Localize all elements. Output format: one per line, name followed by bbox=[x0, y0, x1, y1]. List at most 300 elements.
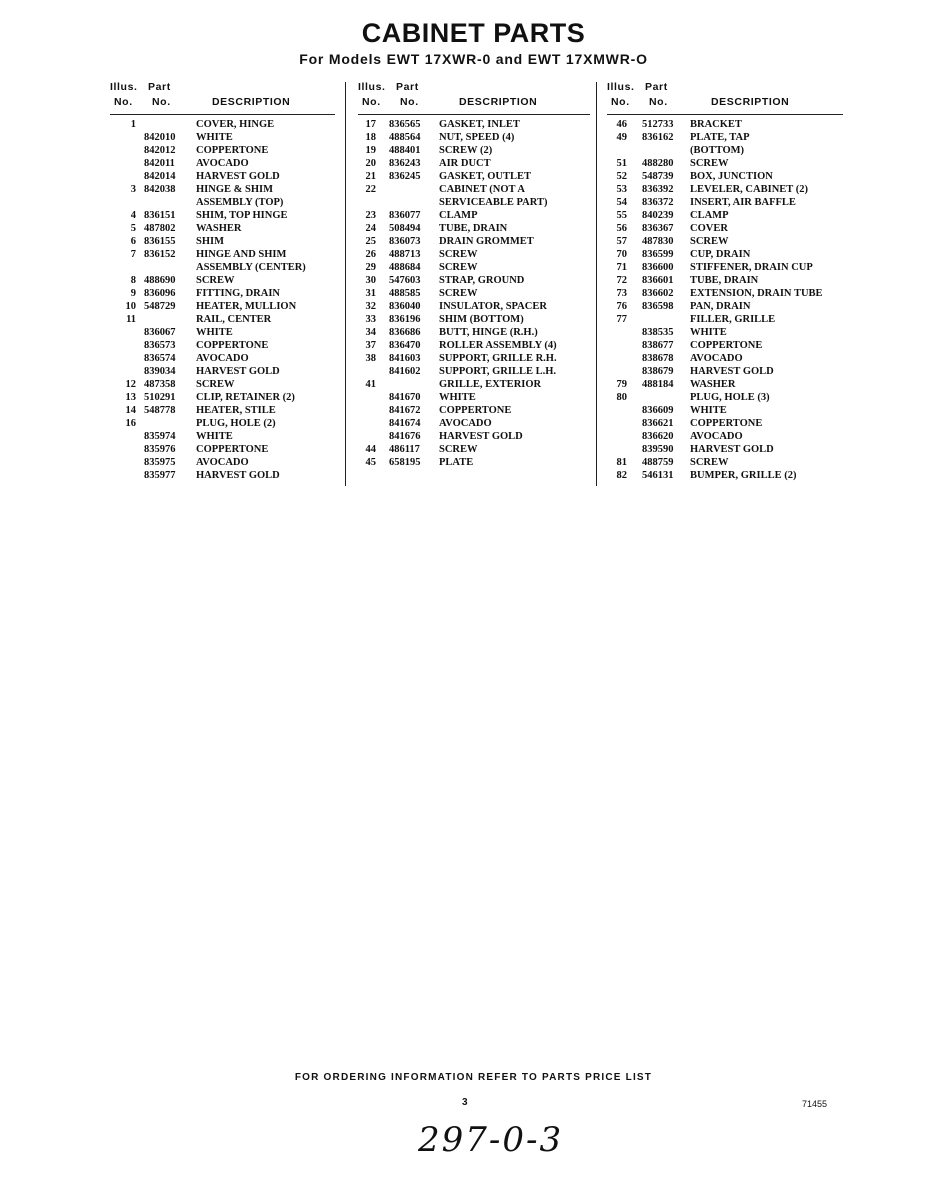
part-number: 836040 bbox=[389, 301, 421, 312]
part-description: PLUG, HOLE (2) bbox=[196, 418, 276, 429]
table-row bbox=[358, 378, 590, 391]
part-number: 838678 bbox=[642, 353, 674, 364]
table-row bbox=[110, 274, 335, 287]
document-code: 71455 bbox=[802, 1099, 828, 1109]
part-description: SCREW bbox=[690, 236, 729, 247]
description-header: DESCRIPTION bbox=[212, 96, 291, 108]
part-description: SUPPORT, GRILLE R.H. bbox=[439, 353, 557, 364]
part-header: Part bbox=[148, 81, 171, 93]
table-row bbox=[110, 235, 335, 248]
part-number: 836096 bbox=[144, 288, 176, 299]
part-number: 838679 bbox=[642, 366, 674, 377]
table-row bbox=[607, 261, 843, 274]
illus-number: 1 bbox=[130, 119, 136, 130]
part-description: SCREW bbox=[439, 249, 478, 260]
part-number: 548778 bbox=[144, 405, 176, 416]
table-row bbox=[607, 222, 843, 235]
part-description: FILLER, GRILLE bbox=[690, 314, 776, 325]
table-row bbox=[110, 131, 335, 144]
part-description: INSERT, AIR BAFFLE bbox=[690, 197, 796, 208]
part-description: CUP, DRAIN bbox=[690, 249, 751, 260]
part-number: 488585 bbox=[389, 288, 421, 299]
part-number: 836565 bbox=[389, 119, 421, 130]
table-row bbox=[358, 235, 590, 248]
table-row bbox=[607, 365, 843, 378]
part-description: SCREW bbox=[439, 288, 478, 299]
illus-number: 53 bbox=[616, 184, 627, 195]
part-description: AVOCADO bbox=[196, 353, 249, 364]
part-description: BUMPER, GRILLE (2) bbox=[690, 470, 797, 481]
part-number: 836245 bbox=[389, 171, 421, 182]
parts-column-3 bbox=[607, 80, 843, 482]
parts-column-2 bbox=[358, 80, 590, 469]
table-row bbox=[110, 261, 335, 274]
part-number: 836152 bbox=[144, 249, 176, 260]
part-number: 836162 bbox=[642, 132, 674, 143]
table-row bbox=[607, 391, 843, 404]
illus-no-header: No. bbox=[611, 96, 630, 108]
column-divider bbox=[596, 82, 597, 486]
illus-number: 22 bbox=[365, 184, 376, 195]
illus-header: Illus. bbox=[607, 81, 635, 93]
part-number: 548739 bbox=[642, 171, 674, 182]
table-row bbox=[607, 131, 843, 144]
part-number: 836686 bbox=[389, 327, 421, 338]
part-description: EXTENSION, DRAIN TUBE bbox=[690, 288, 823, 299]
part-number: 836077 bbox=[389, 210, 421, 221]
table-row bbox=[110, 365, 335, 378]
part-description: SCREW bbox=[196, 275, 235, 286]
table-row bbox=[110, 430, 335, 443]
table-row bbox=[607, 196, 843, 209]
illus-number: 7 bbox=[130, 249, 136, 260]
part-description: SUPPORT, GRILLE L.H. bbox=[439, 366, 556, 377]
illus-number: 56 bbox=[616, 223, 627, 234]
part-no-header: No. bbox=[400, 96, 419, 108]
table-row bbox=[607, 469, 843, 482]
part-description: HARVEST GOLD bbox=[196, 366, 280, 377]
illus-number: 38 bbox=[365, 353, 376, 364]
illus-number: 82 bbox=[616, 470, 627, 481]
table-row bbox=[358, 209, 590, 222]
part-description: BUTT, HINGE (R.H.) bbox=[439, 327, 538, 338]
part-number: 488184 bbox=[642, 379, 674, 390]
parts-column-1 bbox=[110, 80, 335, 482]
part-number: 836609 bbox=[642, 405, 674, 416]
illus-number: 20 bbox=[365, 158, 376, 169]
part-description: CABINET (NOT A bbox=[439, 184, 525, 195]
part-description: PLUG, HOLE (3) bbox=[690, 392, 770, 403]
part-number: 548729 bbox=[144, 301, 176, 312]
table-row bbox=[607, 209, 843, 222]
part-number: 487358 bbox=[144, 379, 176, 390]
part-number: 836073 bbox=[389, 236, 421, 247]
part-number: 836151 bbox=[144, 210, 176, 221]
part-description: TUBE, DRAIN bbox=[439, 223, 508, 234]
table-row bbox=[607, 443, 843, 456]
part-number: 841670 bbox=[389, 392, 421, 403]
part-description: DRAIN GROMMET bbox=[439, 236, 534, 247]
description-header: DESCRIPTION bbox=[459, 96, 538, 108]
part-description: HARVEST GOLD bbox=[196, 470, 280, 481]
part-no-header: No. bbox=[649, 96, 668, 108]
part-description: CLAMP bbox=[690, 210, 729, 221]
table-row bbox=[607, 235, 843, 248]
part-description: SCREW bbox=[439, 262, 478, 273]
illus-number: 46 bbox=[616, 119, 627, 130]
part-description: SHIM (BOTTOM) bbox=[439, 314, 524, 325]
part-number: 836621 bbox=[642, 418, 674, 429]
part-number: 836372 bbox=[642, 197, 674, 208]
table-row bbox=[358, 417, 590, 430]
table-row bbox=[358, 404, 590, 417]
part-number: 842038 bbox=[144, 184, 176, 195]
part-number: 842010 bbox=[144, 132, 176, 143]
part-description: COPPERTONE bbox=[439, 405, 512, 416]
part-description: COVER, HINGE bbox=[196, 119, 275, 130]
part-description: SCREW bbox=[690, 158, 729, 169]
part-number: 510291 bbox=[144, 392, 176, 403]
table-row bbox=[358, 326, 590, 339]
table-row bbox=[110, 196, 335, 209]
table-row bbox=[110, 417, 335, 430]
illus-number: 16 bbox=[125, 418, 136, 429]
table-row bbox=[110, 456, 335, 469]
table-row bbox=[110, 118, 335, 131]
illus-number: 8 bbox=[130, 275, 136, 286]
part-description: WHITE bbox=[196, 431, 233, 442]
part-description: AVOCADO bbox=[439, 418, 492, 429]
ordering-info-footer: FOR ORDERING INFORMATION REFER TO PARTS PRICE LIST bbox=[294, 1072, 653, 1083]
part-number: 836598 bbox=[642, 301, 674, 312]
part-description: AVOCADO bbox=[196, 158, 249, 169]
part-number: 488684 bbox=[389, 262, 421, 273]
part-number: 839034 bbox=[144, 366, 176, 377]
part-description: COVER bbox=[690, 223, 728, 234]
table-row bbox=[110, 170, 335, 183]
part-number: 488759 bbox=[642, 457, 674, 468]
part-description: COPPERTONE bbox=[196, 340, 269, 351]
part-number: 836367 bbox=[642, 223, 674, 234]
part-description: STIFFENER, DRAIN CUP bbox=[690, 262, 813, 273]
table-row bbox=[110, 144, 335, 157]
handwritten-note: 297-0-3 bbox=[418, 1120, 564, 1160]
part-description: WASHER bbox=[196, 223, 242, 234]
illus-number: 49 bbox=[616, 132, 627, 143]
table-row bbox=[110, 248, 335, 261]
part-number: 836067 bbox=[144, 327, 176, 338]
part-number: 839590 bbox=[642, 444, 674, 455]
table-row bbox=[110, 313, 335, 326]
part-number: 842012 bbox=[144, 145, 176, 156]
part-description: WHITE bbox=[196, 327, 233, 338]
part-description: PLATE bbox=[439, 457, 474, 468]
table-row bbox=[607, 144, 843, 157]
illus-number: 3 bbox=[130, 184, 136, 195]
illus-number: 70 bbox=[616, 249, 627, 260]
table-row bbox=[110, 352, 335, 365]
part-number: 835977 bbox=[144, 470, 176, 481]
table-row bbox=[607, 300, 843, 313]
part-description: AVOCADO bbox=[690, 353, 743, 364]
part-description: CLIP, RETAINER (2) bbox=[196, 392, 295, 403]
illus-number: 51 bbox=[616, 158, 627, 169]
table-row bbox=[110, 287, 335, 300]
part-description: WHITE bbox=[196, 132, 233, 143]
part-number: 836155 bbox=[144, 236, 176, 247]
part-description: SCREW (2) bbox=[439, 145, 493, 156]
column-header bbox=[358, 80, 590, 115]
part-number: 486117 bbox=[389, 444, 420, 455]
table-row bbox=[358, 313, 590, 326]
part-number: 838535 bbox=[642, 327, 674, 338]
illus-number: 10 bbox=[125, 301, 136, 312]
table-row bbox=[358, 157, 590, 170]
part-description: SHIM bbox=[196, 236, 225, 247]
table-row bbox=[110, 339, 335, 352]
part-number: 835975 bbox=[144, 457, 176, 468]
part-description: SCREW bbox=[439, 444, 478, 455]
part-description: AVOCADO bbox=[690, 431, 743, 442]
illus-number: 23 bbox=[365, 210, 376, 221]
table-row bbox=[358, 144, 590, 157]
table-row bbox=[110, 183, 335, 196]
part-header: Part bbox=[645, 81, 668, 93]
table-row bbox=[358, 391, 590, 404]
part-description: TUBE, DRAIN bbox=[690, 275, 759, 286]
part-description: ASSEMBLY (CENTER) bbox=[196, 262, 306, 273]
table-row bbox=[358, 300, 590, 313]
illus-no-header: No. bbox=[114, 96, 133, 108]
illus-number: 26 bbox=[365, 249, 376, 260]
illus-number: 80 bbox=[616, 392, 627, 403]
illus-number: 21 bbox=[365, 171, 376, 182]
illus-number: 4 bbox=[130, 210, 136, 221]
illus-number: 54 bbox=[616, 197, 627, 208]
table-row bbox=[358, 248, 590, 261]
part-description: HARVEST GOLD bbox=[690, 366, 774, 377]
table-row bbox=[358, 274, 590, 287]
illus-number: 81 bbox=[616, 457, 627, 468]
table-row bbox=[607, 430, 843, 443]
table-row bbox=[358, 456, 590, 469]
part-number: 488713 bbox=[389, 249, 421, 260]
table-row bbox=[110, 157, 335, 170]
illus-number: 76 bbox=[616, 301, 627, 312]
part-description: FITTING, DRAIN bbox=[196, 288, 281, 299]
illus-number: 77 bbox=[616, 314, 627, 325]
table-row bbox=[110, 222, 335, 235]
illus-number: 25 bbox=[365, 236, 376, 247]
table-row bbox=[358, 131, 590, 144]
part-number: 841672 bbox=[389, 405, 421, 416]
illus-number: 71 bbox=[616, 262, 627, 273]
table-row bbox=[607, 326, 843, 339]
part-no-header: No. bbox=[152, 96, 171, 108]
table-row bbox=[607, 287, 843, 300]
illus-number: 14 bbox=[125, 405, 136, 416]
illus-number: 32 bbox=[365, 301, 376, 312]
part-number: 836599 bbox=[642, 249, 674, 260]
illus-number: 29 bbox=[365, 262, 376, 273]
illus-number: 31 bbox=[365, 288, 376, 299]
illus-number: 79 bbox=[616, 379, 627, 390]
part-description: COPPERTONE bbox=[196, 444, 269, 455]
part-description: (BOTTOM) bbox=[690, 145, 745, 156]
part-number: 488564 bbox=[389, 132, 421, 143]
part-number: 836601 bbox=[642, 275, 674, 286]
part-description: WHITE bbox=[690, 405, 727, 416]
illus-number: 30 bbox=[365, 275, 376, 286]
table-row bbox=[358, 118, 590, 131]
part-description: AIR DUCT bbox=[439, 158, 491, 169]
part-number: 840239 bbox=[642, 210, 674, 221]
part-description: ROLLER ASSEMBLY (4) bbox=[439, 340, 557, 351]
part-number: 658195 bbox=[389, 457, 421, 468]
part-description: PLATE, TAP bbox=[690, 132, 750, 143]
table-row bbox=[607, 404, 843, 417]
part-description: HARVEST GOLD bbox=[196, 171, 280, 182]
part-number: 836196 bbox=[389, 314, 421, 325]
part-number: 835974 bbox=[144, 431, 176, 442]
part-description: SHIM, TOP HINGE bbox=[196, 210, 288, 221]
part-description: COPPERTONE bbox=[690, 340, 763, 351]
part-number: 842014 bbox=[144, 171, 176, 182]
table-row bbox=[607, 378, 843, 391]
illus-number: 6 bbox=[130, 236, 136, 247]
table-row bbox=[358, 365, 590, 378]
table-row bbox=[607, 170, 843, 183]
column-header bbox=[110, 80, 335, 115]
part-description: WHITE bbox=[690, 327, 727, 338]
table-row bbox=[607, 157, 843, 170]
part-description: SCREW bbox=[690, 457, 729, 468]
part-number: 488690 bbox=[144, 275, 176, 286]
part-number: 842011 bbox=[144, 158, 175, 169]
table-row bbox=[358, 430, 590, 443]
part-number: 487802 bbox=[144, 223, 176, 234]
table-row bbox=[607, 417, 843, 430]
part-number: 836470 bbox=[389, 340, 421, 351]
part-number: 488401 bbox=[389, 145, 421, 156]
part-description: PAN, DRAIN bbox=[690, 301, 751, 312]
part-header: Part bbox=[396, 81, 419, 93]
part-number: 835976 bbox=[144, 444, 176, 455]
illus-number: 11 bbox=[126, 314, 136, 325]
table-row bbox=[110, 378, 335, 391]
part-description: HEATER, MULLION bbox=[196, 301, 297, 312]
description-header: DESCRIPTION bbox=[711, 96, 790, 108]
part-description: HINGE AND SHIM bbox=[196, 249, 287, 260]
part-number: 488280 bbox=[642, 158, 674, 169]
table-row bbox=[110, 300, 335, 313]
table-row bbox=[358, 183, 590, 196]
part-number: 836573 bbox=[144, 340, 176, 351]
part-number: 836392 bbox=[642, 184, 674, 195]
part-number: 838677 bbox=[642, 340, 674, 351]
part-description: AVOCADO bbox=[196, 457, 249, 468]
part-description: COPPERTONE bbox=[196, 145, 269, 156]
illus-number: 52 bbox=[616, 171, 627, 182]
part-description: BOX, JUNCTION bbox=[690, 171, 773, 182]
table-row bbox=[358, 222, 590, 235]
table-row bbox=[110, 209, 335, 222]
table-row bbox=[110, 326, 335, 339]
illus-header: Illus. bbox=[110, 81, 138, 93]
illus-header: Illus. bbox=[358, 81, 386, 93]
table-row bbox=[607, 118, 843, 131]
illus-number: 13 bbox=[125, 392, 136, 403]
part-number: 836243 bbox=[389, 158, 421, 169]
part-number: 508494 bbox=[389, 223, 421, 234]
part-description: GRILLE, EXTERIOR bbox=[439, 379, 542, 390]
table-row bbox=[358, 287, 590, 300]
part-number: 841602 bbox=[389, 366, 421, 377]
part-description: HARVEST GOLD bbox=[439, 431, 523, 442]
table-row bbox=[607, 339, 843, 352]
illus-number: 41 bbox=[365, 379, 376, 390]
illus-number: 44 bbox=[365, 444, 376, 455]
part-number: 512733 bbox=[642, 119, 674, 130]
part-number: 546131 bbox=[642, 470, 674, 481]
table-row bbox=[607, 183, 843, 196]
illus-no-header: No. bbox=[362, 96, 381, 108]
page-number: 3 bbox=[462, 1097, 468, 1108]
table-row bbox=[110, 391, 335, 404]
illus-number: 9 bbox=[130, 288, 136, 299]
illus-number: 5 bbox=[130, 223, 136, 234]
column-divider bbox=[345, 82, 346, 486]
part-description: LEVELER, CABINET (2) bbox=[690, 184, 808, 195]
illus-number: 37 bbox=[365, 340, 376, 351]
part-description: CLAMP bbox=[439, 210, 478, 221]
table-row bbox=[607, 313, 843, 326]
table-row bbox=[358, 352, 590, 365]
illus-number: 57 bbox=[616, 236, 627, 247]
table-row bbox=[358, 196, 590, 209]
page-subtitle: For Models EWT 17XWR-0 and EWT 17XMWR-O bbox=[299, 51, 648, 67]
illus-number: 24 bbox=[365, 223, 376, 234]
part-description: BRACKET bbox=[690, 119, 742, 130]
part-number: 836600 bbox=[642, 262, 674, 273]
table-row bbox=[607, 248, 843, 261]
table-row bbox=[607, 456, 843, 469]
part-description: STRAP, GROUND bbox=[439, 275, 525, 286]
part-description: GASKET, OUTLET bbox=[439, 171, 531, 182]
illus-number: 33 bbox=[365, 314, 376, 325]
part-description: ASSEMBLY (TOP) bbox=[196, 197, 284, 208]
part-description: NUT, SPEED (4) bbox=[439, 132, 515, 143]
table-row bbox=[607, 274, 843, 287]
part-number: 841676 bbox=[389, 431, 421, 442]
part-description: HEATER, STILE bbox=[196, 405, 276, 416]
part-number: 547603 bbox=[389, 275, 421, 286]
table-row bbox=[110, 404, 335, 417]
illus-number: 55 bbox=[616, 210, 627, 221]
part-number: 836602 bbox=[642, 288, 674, 299]
part-description: INSULATOR, SPACER bbox=[439, 301, 547, 312]
table-row bbox=[110, 443, 335, 456]
illus-number: 73 bbox=[616, 288, 627, 299]
illus-number: 19 bbox=[365, 145, 376, 156]
table-row bbox=[358, 339, 590, 352]
table-row bbox=[358, 170, 590, 183]
part-description: RAIL, CENTER bbox=[196, 314, 272, 325]
part-description: WHITE bbox=[439, 392, 476, 403]
illus-number: 34 bbox=[365, 327, 376, 338]
part-number: 841603 bbox=[389, 353, 421, 364]
page-title: CABINET PARTS bbox=[361, 18, 586, 48]
